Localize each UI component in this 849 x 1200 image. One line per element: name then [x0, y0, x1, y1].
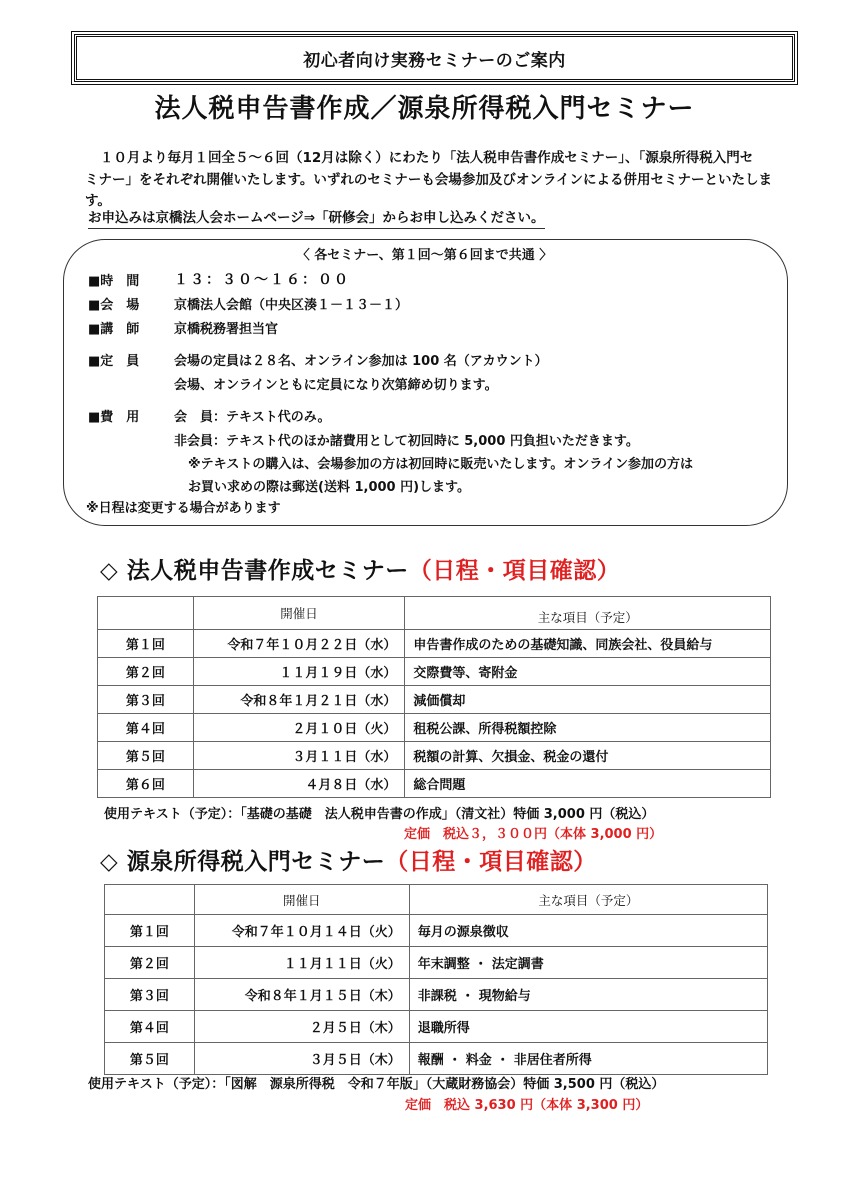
date-cell: 令和８年１月２１日（水） — [193, 686, 405, 714]
table-row — [98, 630, 771, 658]
seminar2-heading — [100, 843, 597, 876]
round-cell: 第３回 — [105, 979, 195, 1011]
capacity-label: ■定 員 — [88, 354, 140, 369]
topic-cell: 毎月の源泉徴収 — [409, 915, 767, 947]
date-cell: ４月８日（水） — [193, 770, 405, 798]
table-header-row — [98, 597, 771, 630]
round-cell: 第６回 — [98, 770, 194, 798]
seminar1-table — [97, 596, 771, 798]
seminar2-price: 定価 税込 3,630 円（本体 3,300 円） — [405, 1098, 649, 1113]
topic-cell: 報酬 ・ 料金 ・ 非居住者所得 — [409, 1043, 767, 1075]
column-header-date: 開催日 — [194, 885, 409, 915]
venue-value: 京橋法人会館（中央区湊１－１３－１） — [174, 298, 409, 313]
seminar2-textbook: 使用テキスト（予定）：「図解 源泉所得税 令和７年版」（大蔵財務協会）特価 3,500 円（税込） — [88, 1077, 665, 1092]
table-row — [105, 915, 768, 947]
column-header — [105, 885, 195, 915]
round-cell: 第２回 — [98, 658, 194, 686]
lecturer-value: 京橋税務署担当官 — [174, 322, 279, 337]
fee-note-1: ※テキストの購入は、会場参加の方は初回時に販売いたします。オンライン参加の方は — [188, 457, 693, 472]
table-row — [105, 1043, 768, 1075]
topic-cell: 年末調整 ・ 法定調書 — [409, 947, 767, 979]
seminar1-textbook: 使用テキスト（予定）：「基礎の基礎 法人税申告書の作成」（清文社）特価 3,000 円（税込） — [104, 807, 655, 822]
seminar2-title: 源泉所得税入門セミナー — [126, 849, 386, 875]
fee-label: ■費 用 — [88, 410, 140, 425]
date-cell: １１月１９日（水） — [193, 658, 405, 686]
seminar2-title-note: （日程・項目確認） — [385, 849, 597, 875]
topic-cell: 総合問題 — [405, 770, 771, 798]
info-heading: 〈 各セミナー、第１回～第６回まで共通 〉 — [296, 248, 553, 263]
round-cell: 第５回 — [98, 742, 194, 770]
date-cell: 令和７年１０月２２日（水） — [193, 630, 405, 658]
table-header-row — [105, 885, 768, 915]
date-cell: ３月５日（木） — [194, 1043, 409, 1075]
fee-member: 会 員：テキスト代のみ。 — [174, 410, 331, 425]
round-cell: 第１回 — [98, 630, 194, 658]
capacity-line-2: 会場、オンラインともに定員になり次第締め切ります。 — [174, 378, 498, 393]
time-value: １３：３０～１６：００ — [174, 272, 350, 288]
date-cell: １１月１１日（火） — [194, 947, 409, 979]
fee-note-2: お買い求めの際は郵送(送料 1,000 円)します。 — [188, 480, 471, 495]
subtitle-box — [74, 34, 795, 82]
seminar1-heading — [100, 552, 620, 585]
intro-line-2: ミナー」をそれぞれ開催いたします。いずれのセミナーも会場参加及びオンラインによる併用セミナーといたしま — [85, 172, 773, 188]
round-cell: 第１回 — [105, 915, 195, 947]
date-cell: ３月１１日（水） — [193, 742, 405, 770]
lecturer-label: ■講 師 — [88, 322, 140, 337]
date-cell: ２月５日（木） — [194, 1011, 409, 1043]
intro-line-1: １０月より毎月１回全５～６回（12月は除く）にわたり「法人税申告書作成セミナー」、「源泉所得税入門セ — [100, 150, 754, 166]
fee-nonmember: 非会員：テキスト代のほか諸費用として初回時に 5,000 円負担いただきます。 — [174, 434, 639, 449]
diamond-icon: ◇ — [100, 558, 119, 584]
round-cell: 第４回 — [98, 714, 194, 742]
topic-cell: 退職所得 — [409, 1011, 767, 1043]
table-row — [98, 658, 771, 686]
topic-cell: 租税公課、所得税額控除 — [405, 714, 771, 742]
subtitle: 初心者向け実務セミナーのご案内 — [303, 50, 566, 71]
table-row — [98, 742, 771, 770]
table-row — [98, 770, 771, 798]
round-cell: 第２回 — [105, 947, 195, 979]
round-cell: 第３回 — [98, 686, 194, 714]
table-row — [105, 947, 768, 979]
time-label: ■時 間 — [88, 274, 140, 289]
diamond-icon: ◇ — [100, 849, 119, 875]
date-cell: ２月１０日（火） — [193, 714, 405, 742]
round-cell: 第４回 — [105, 1011, 195, 1043]
table-row — [98, 686, 771, 714]
topic-cell: 税額の計算、欠損金、税金の還付 — [405, 742, 771, 770]
capacity-line-1: 会場の定員は２８名、オンライン参加は 100 名（アカウント） — [174, 354, 548, 369]
page-title: 法人税申告書作成／源泉所得税入門セミナー — [154, 94, 695, 124]
apply-note: お申込みは京橋法人会ホームページ⇒「研修会」からお申し込みください。 — [88, 206, 545, 229]
table-row — [105, 979, 768, 1011]
schedule-note: ※日程は変更する場合があります — [86, 501, 281, 516]
column-header — [98, 597, 194, 630]
column-header-date: 開催日 — [193, 597, 405, 630]
round-cell: 第５回 — [105, 1043, 195, 1075]
table-row — [98, 714, 771, 742]
seminar1-title: 法人税申告書作成セミナー — [126, 558, 409, 584]
venue-label: ■会 場 — [88, 298, 140, 313]
column-header-topic: 主な項目（予定） — [409, 885, 767, 915]
intro-line-3: す。 — [85, 193, 111, 209]
column-header-topic: 主な項目（予定） — [405, 597, 771, 630]
date-cell: 令和７年１０月１４日（火） — [194, 915, 409, 947]
topic-cell: 交際費等、寄附金 — [405, 658, 771, 686]
seminar2-table — [104, 884, 768, 1075]
table-row — [105, 1011, 768, 1043]
date-cell: 令和８年１月１５日（木） — [194, 979, 409, 1011]
topic-cell: 申告書作成のための基礎知識、同族会社、役員給与 — [405, 630, 771, 658]
topic-cell: 非課税 ・ 現物給与 — [409, 979, 767, 1011]
topic-cell: 減価償却 — [405, 686, 771, 714]
seminar1-title-note: （日程・項目確認） — [408, 558, 621, 584]
seminar1-price: 定価 税込３，３００円（本体 3,000 円） — [404, 827, 663, 842]
